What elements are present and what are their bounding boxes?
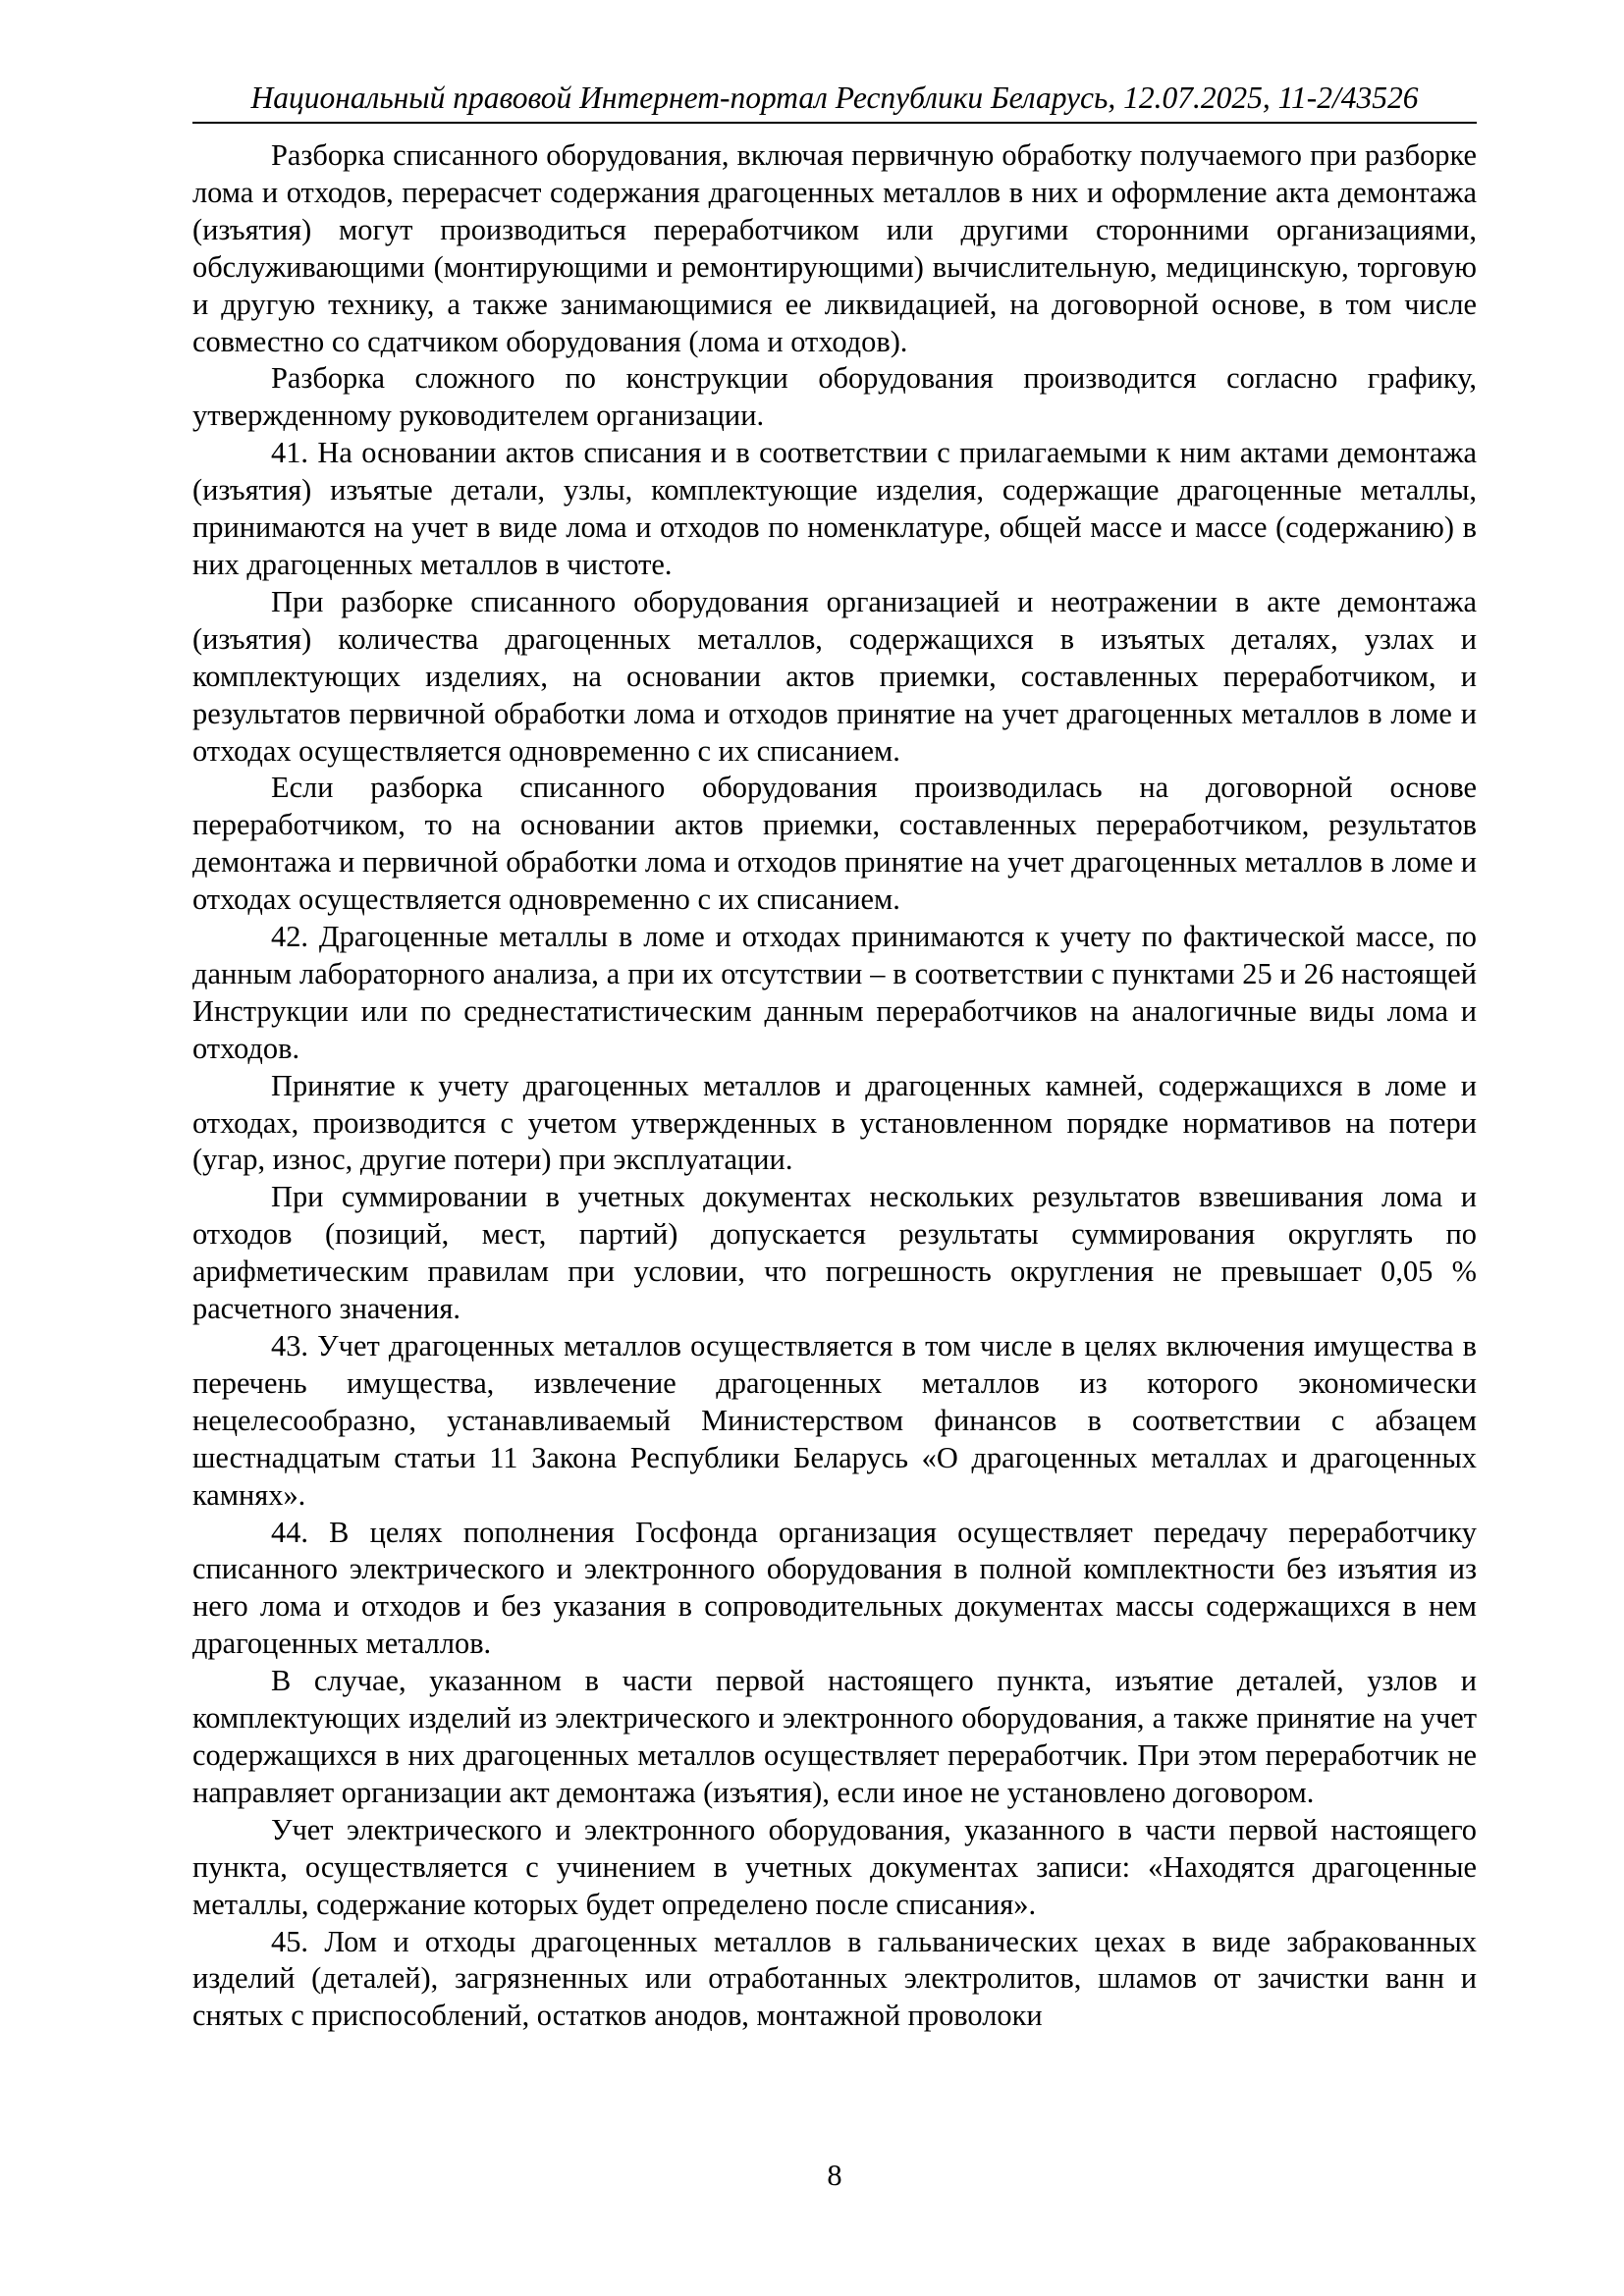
- page-header: Национальный правовой Интернет-портал Республики Беларусь, 12.07.2025, 11-2/43526: [250, 80, 1419, 115]
- paragraph-item-42: 42. Драгоценные металлы в ломе и отходах принимаются к учету по фактической массе, по данным лабораторного анализа, а при их отсутствии – в соответствии с пунктами 25 и 26 настоящей Инструкции или по среднестатистическим данным переработчиков на аналогичные виды лома и отходов.: [192, 920, 1477, 1065]
- page-number: 8: [827, 2159, 842, 2192]
- paragraph: Разборка списанного оборудования, включая первичную обработку получаемого при разборке лома и отходов, перерасчет содержания драгоценных металлов в них и оформление акта демонтажа (изъятия) могут производиться переработчиком или другими сторонними организациями, обслуживающими (монтирующими и ремонтирующими) вычислительную, медицинскую, торговую и другую технику, а также занимающимися ее ликвидацией, на договорной основе, в том числе совместно со сдатчиком оборудования (лома и отходов).: [192, 138, 1477, 358]
- paragraph-item-41: 41. На основании актов списания и в соответствии с прилагаемыми к ним актами демонтажа (изъятия) изъятые детали, узлы, комплектующие изделия, содержащие драгоценные металлы, принимаются на учет в виде лома и отходов по номенклатуре, общей массе и массе (содержанию) в них драгоценных металлов в чистоте.: [192, 436, 1477, 581]
- paragraph: Учет электрического и электронного оборудования, указанного в части первой настоящего пункта, осуществляется с учинением в учетных документах записи: «Находятся драгоценные металлы, содержание которых будет определено после списания».: [192, 1812, 1477, 1921]
- paragraph: Разборка сложного по конструкции оборудования производится согласно графику, утвержденному руководителем организации.: [192, 361, 1477, 433]
- paragraph-item-45: 45. Лом и отходы драгоценных металлов в гальванических цехах в виде забракованных изделий (деталей), загрязненных или отработанных электролитов, шламов от зачистки ванн и снятых с приспособлений, остатков анодов, монтажной проволоки: [192, 1924, 1477, 2033]
- paragraph: При разборке списанного оборудования организацией и неотражении в акте демонтажа (изъятия) количества драгоценных металлов, содержащихся в изъятых деталях, узлах и комплектующих изделиях, на основании актов приемки, составленных переработчиком, и результатов первичной обработки лома и отходов принятие на учет драгоценных металлов в ломе и отходах осуществляется одновременно с их списанием.: [192, 584, 1477, 768]
- header-rule: [192, 122, 1477, 124]
- paragraph: Если разборка списанного оборудования производилась на договорной основе переработчиком, то на основании актов приемки, составленных переработчиком, результатов демонтажа и первичной обработки лома и отходов принятие на учет драгоценных металлов в ломе и отходах осуществляется одновременно с их списанием.: [192, 771, 1477, 917]
- paragraph-item-43: 43. Учет драгоценных металлов осуществляется в том числе в целях включения имущества в перечень имущества, извлечение драгоценных металлов из которого экономически нецелесообразно, устанавливаемый Министерством финансов в соответствии с абзацем шестнадцатым статьи 11 Закона Республики Беларусь «О драгоценных металлах и драгоценных камнях».: [192, 1329, 1477, 1512]
- paragraph: В случае, указанном в части первой настоящего пункта, изъятие деталей, узлов и комплектующих изделий из электрического и электронного оборудования, а также принятие на учет содержащихся в них драгоценных металлов осуществляет переработчик. При этом переработчик не направляет организации акт демонтажа (изъятия), если иное не установлено договором.: [192, 1664, 1477, 1809]
- paragraph: При суммировании в учетных документах нескольких результатов взвешивания лома и отходов (позиций, мест, партий) допускается результаты суммирования округлять по арифметическим правилам при условии, что погрешность округления не превышает 0,05 % расчетного значения.: [192, 1180, 1477, 1326]
- paragraph: Принятие к учету драгоценных металлов и драгоценных камней, содержащихся в ломе и отходах, производится с учетом утвержденных в установленном порядке нормативов на потери (угар, износ, другие потери) при эксплуатации.: [192, 1068, 1477, 1177]
- document-body: [192, 137, 1477, 2035]
- paragraph-item-44: 44. В целях пополнения Госфонда организация осуществляет передачу переработчику списанного электрического и электронного оборудования в полной комплектности без изъятия из него лома и отходов и без указания в сопроводительных документах массы содержащихся в нем драгоценных металлов.: [192, 1515, 1477, 1661]
